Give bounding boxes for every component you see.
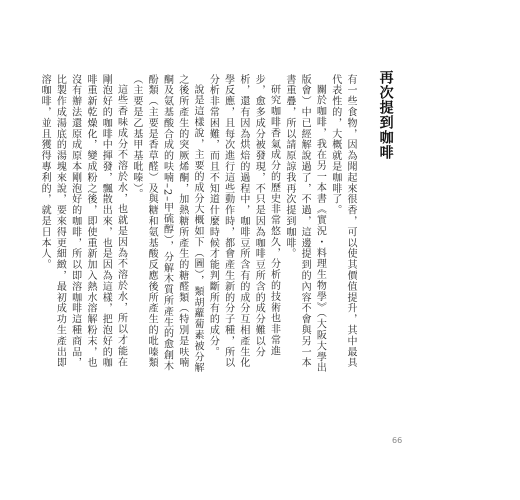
paragraph: 研究咖啡香氣成分的歷史非常悠久，分析的技術也非常進步，愈多成分被發現，不只是因為咖啡豆所含的成分難以分析，還有因為烘焙的過程中，咖啡豆所含有的成分互相產生化學反應，且每次進行這些動作時，都會產生新的分子種，所以分析非常困難，而且不知道什麼時候才能判斷所有的成分。	[207, 74, 280, 369]
page-number: 66	[392, 436, 403, 445]
paragraph: 關於咖啡，我在另一本書《實況・料理生物學》（大阪大學出版會）中已經解說過了，不過，這邊提到的內容不會與另一本書重疊，所以請原諒我再次提到咖啡。	[283, 74, 326, 374]
paragraph: 說是這樣說，主要的成分大概如下（圖），類胡蘿蔔素被分解之後所產生的突厥烯酮，加熱糖所產生的糖醛類（特別是呋喃酮及氨基酸合成的呋喃–2–甲硫醇），分解木質所產生的愈創木酚類（主要是香草醛）及與糖和氨基酸反應後所產生的吡嗪類（主要是乙基甲基吡嗪）。	[130, 74, 204, 374]
section-heading: 再次提到咖啡	[377, 70, 394, 160]
body-text	[39, 74, 358, 374]
paragraph: 這些香味成分不溶於水，也就是因為不溶於水，所以才能在剛泡好的咖啡中揮發，飄散出來，也是因為這樣，把泡好的咖啡重新乾燥化，變成粉之後，即使重新加入熱水溶解粉末，也沒有辦法還原成原本剛泡好的咖啡，所以即溶咖啡這種商品，比製作成湯底的湯塊來說，要來得更細緻，最初成功生產出即溶咖啡，並且獲得專利的，就是日本人。	[39, 74, 127, 369]
paragraph: 有一些食物，因為聞起來很香，可以使其價值提升，其中最具代表性的，大概就是咖啡了。	[329, 74, 356, 369]
